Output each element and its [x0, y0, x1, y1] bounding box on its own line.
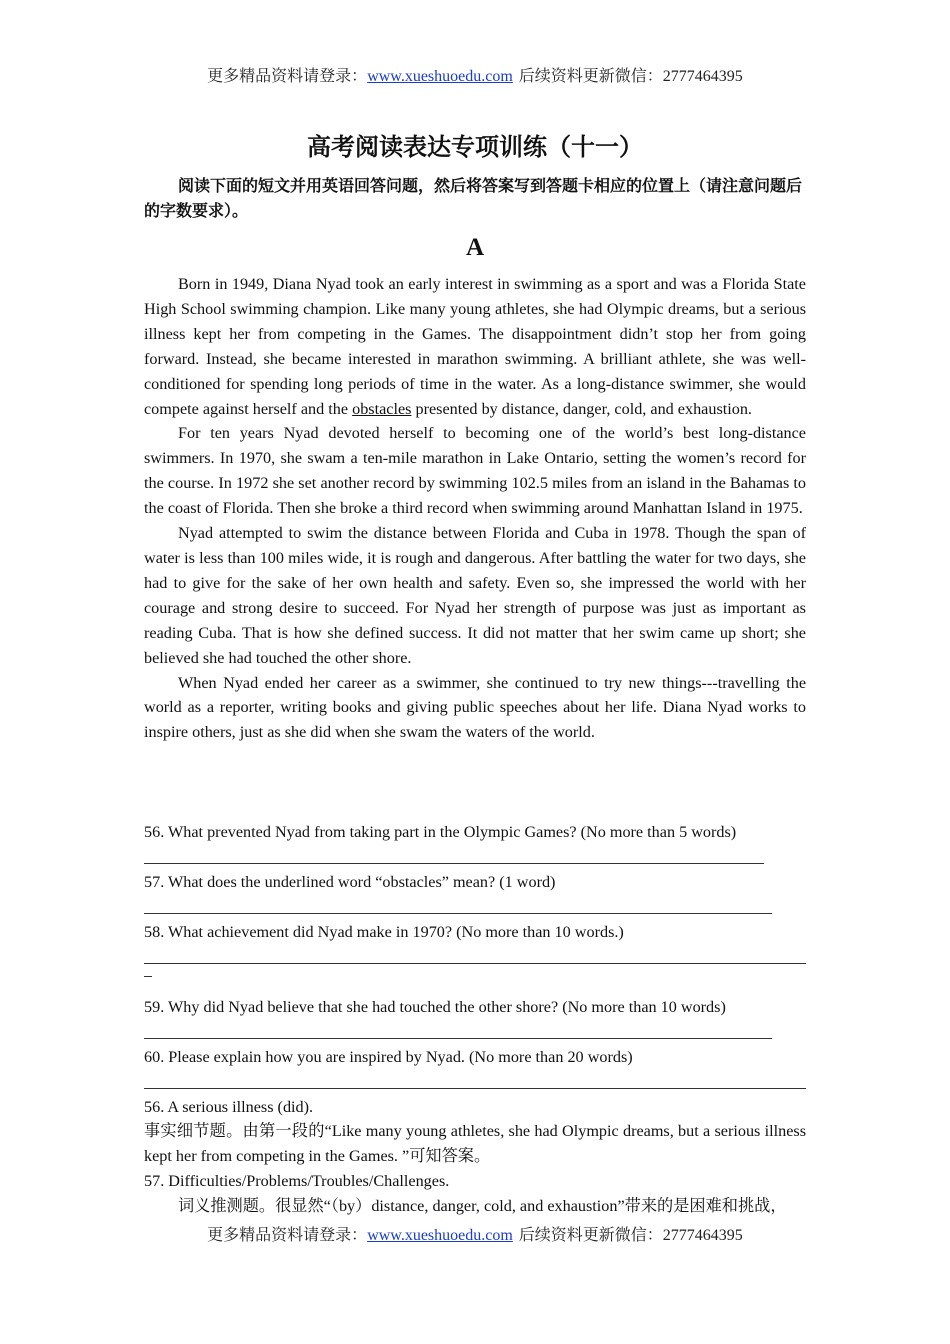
reading-passage	[144, 272, 806, 745]
header-suffix: 后续资料更新微信：2777464395	[518, 68, 743, 85]
passage-paragraph-4: When Nyad ended her career as a swimmer, she continued to try new things---travelling the world as a reporter, writing books and giving public speeches about her life. Diana Nyad works to inspire others, just as she did when she swam the waters of the world.	[144, 673, 806, 742]
passage-text: Born in 1949, Diana Nyad took an early interest in swimming as a sport and was a Florida State High School swimming champion. Like many young athletes, she had Olympic dreams, but a serious illness kept her from competing in the Games. The disappointment didn’t stop her from going forward. Instead, she became interested in marathon swimming. A brilliant athlete, she was well-conditioned for spending long periods of time in the water. As a long-distance swimmer, she would compete against herself and the	[144, 275, 806, 418]
question-57: 57. What does the underlined word “obstacles” mean? (1 word)	[144, 872, 556, 891]
page-footer	[0, 1225, 950, 1247]
passage-text: presented by distance, danger, cold, and exhaustion.	[411, 399, 752, 418]
answer-blank-56[interactable]	[144, 845, 806, 870]
answer-57: 57. Difficulties/Problems/Troubles/Challenges.	[144, 1172, 450, 1191]
question-58: 58. What achievement did Nyad make in 1970? (No more than 10 words.)	[144, 922, 624, 941]
question-60: 60. Please explain how you are inspired by Nyad. (No more than 20 words)	[144, 1047, 633, 1066]
questions-section	[144, 820, 806, 1219]
passage-paragraph-1	[144, 272, 806, 421]
answer-blank-58[interactable]	[144, 945, 806, 970]
passage-paragraph-2: For ten years Nyad devoted herself to becoming one of the world’s best long-distance swimmers. In 1970, she swam a ten-mile marathon in Lake Ontario, setting the women’s record for the course. In 1972 she set another record by swimming 102.5 miles from an island in the Bahamas to the coast of Florida. Then she broke a third record when swimming around Manhattan Island in 1975.	[144, 424, 806, 518]
header-site-link[interactable]: www.xueshuoedu.com	[367, 68, 513, 85]
answer-blank-59[interactable]	[144, 1020, 806, 1045]
page-title: 高考阅读表达专项训练（十一）	[307, 135, 643, 161]
answer-blank-57[interactable]	[144, 895, 806, 920]
answer-56: 56. A serious illness (did).	[144, 1097, 314, 1116]
answer-56-explanation: 事实细节题。由第一段的“Like many young athletes, she had Olympic dreams, but a serious illness kept her from competing in the Games. ”可知答案。	[144, 1122, 806, 1166]
question-56: 56. What prevented Nyad from taking part in the Olympic Games? (No more than 5 words)	[144, 823, 737, 841]
footer-prefix: 更多精品资料请登录：	[207, 1227, 368, 1244]
answer-57-explanation: 词义推测题。很显然“（by）distance, danger, cold, and exhaustion”带来的是困难和挑战，	[178, 1197, 787, 1216]
footer-suffix: 后续资料更新微信：2777464395	[518, 1227, 743, 1244]
section-heading: A	[465, 234, 485, 261]
page-header	[0, 66, 950, 88]
answer-blank-60[interactable]	[144, 1070, 806, 1095]
passage-paragraph-3: Nyad attempted to swim the distance between Florida and Cuba in 1978. Though the span of water is less than 100 miles wide, it is rough and dangerous. After battling the water for two days, she had to give for the sake of her own health and safety. Even so, she impressed the world with her courage and strong desire to succeed. For Nyad her strength of purpose was just as important as reading Cuba. That is how she defined success. It did not matter that her swim came up short; she believed she had touched the other shore.	[144, 524, 806, 667]
question-59: 59. Why did Nyad believe that she had touched the other shore? (No more than 10 words)	[144, 997, 726, 1016]
underlined-word: obstacles	[352, 399, 412, 418]
answer-blank-58-tail	[144, 970, 806, 995]
header-prefix: 更多精品资料请登录：	[207, 68, 368, 85]
instructions: 阅读下面的短文并用英语回答问题，然后将答案写到答题卡相应的位置上（请注意问题后的字数要求）。	[144, 178, 803, 220]
footer-site-link[interactable]: www.xueshuoedu.com	[367, 1227, 513, 1244]
